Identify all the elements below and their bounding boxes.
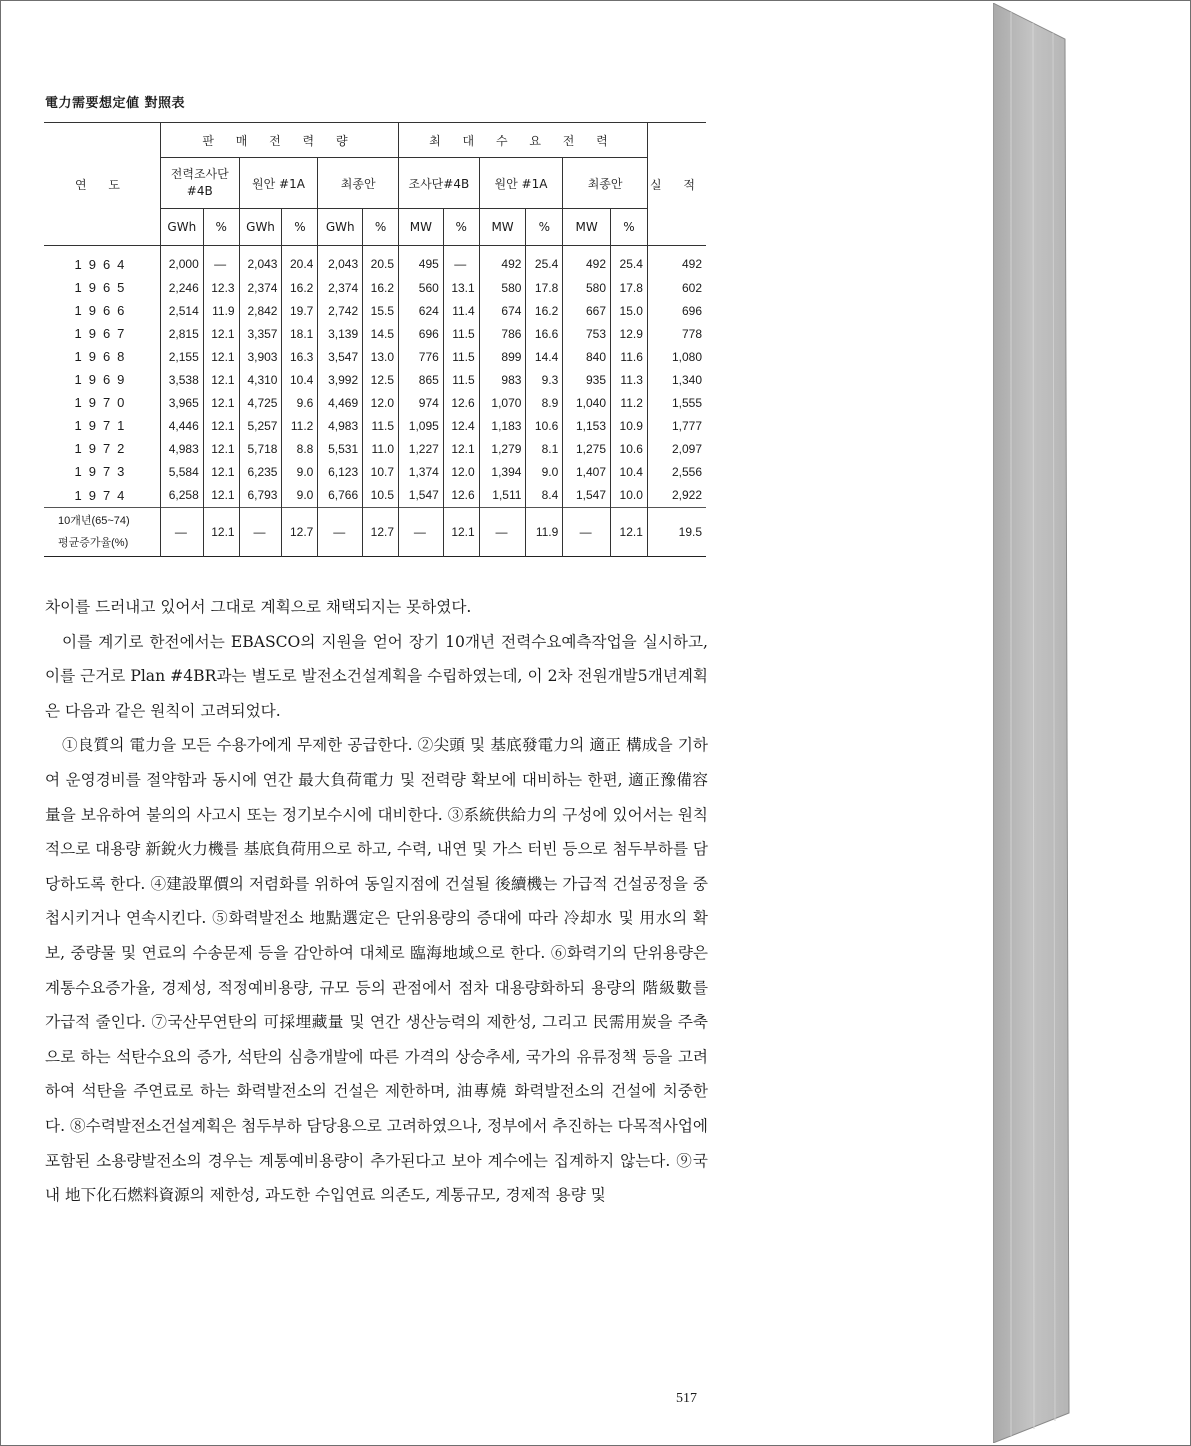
average-label (44, 508, 160, 557)
table-cell: 2,556 (647, 460, 706, 483)
table-cell: 11.4 (443, 299, 479, 322)
table-cell: 12.1 (203, 437, 239, 460)
table-row (44, 460, 706, 483)
table-cell: 1,227 (399, 437, 444, 460)
table-body (44, 246, 706, 557)
average-cell: 12.1 (203, 508, 239, 557)
table-cell: 4,446 (160, 414, 203, 437)
table-cell: 12.1 (203, 414, 239, 437)
table-cell: 4,983 (318, 414, 363, 437)
table-cell: 2,246 (160, 276, 203, 299)
table-cell: 2,043 (318, 246, 363, 277)
table-cell: 974 (399, 391, 444, 414)
table-cell: 11.2 (282, 414, 318, 437)
unit-mw: MW (399, 209, 444, 246)
unit-mw: MW (563, 209, 611, 246)
row-year: 1964 (44, 246, 160, 277)
row-year: 1974 (44, 483, 160, 508)
table-cell: 11.3 (611, 368, 648, 391)
table-cell: 2,155 (160, 345, 203, 368)
table-cell: 14.4 (526, 345, 563, 368)
table-cell: 696 (399, 322, 444, 345)
table-cell: 11.5 (443, 322, 479, 345)
table-cell: 13.1 (443, 276, 479, 299)
table-cell: 899 (479, 345, 526, 368)
table-cell: 19.7 (282, 299, 318, 322)
table-cell: 16.6 (526, 322, 563, 345)
table-cell: 2,374 (239, 276, 282, 299)
table-cell: 12.5 (363, 368, 399, 391)
table-cell: 5,531 (318, 437, 363, 460)
table-cell: 935 (563, 368, 611, 391)
average-cell: — (318, 508, 363, 557)
table-cell: 1,340 (647, 368, 706, 391)
table-cell: 8.1 (526, 437, 563, 460)
header-year: 연 도 (44, 123, 160, 246)
table-cell: 1,095 (399, 414, 444, 437)
average-cell: — (160, 508, 203, 557)
header-peak-final: 최종안 (563, 158, 648, 209)
unit-pct: % (363, 209, 399, 246)
table-cell: 2,922 (647, 483, 706, 508)
row-year: 1967 (44, 322, 160, 345)
table-cell: 696 (647, 299, 706, 322)
table-cell: 10.6 (611, 437, 648, 460)
table-cell: 1,279 (479, 437, 526, 460)
table-cell: 1,275 (563, 437, 611, 460)
table-cell: 12.6 (443, 483, 479, 508)
row-year: 1973 (44, 460, 160, 483)
table-cell: 6,793 (239, 483, 282, 508)
table-cell: 9.0 (282, 483, 318, 508)
table-cell: 4,469 (318, 391, 363, 414)
table-cell: 3,903 (239, 345, 282, 368)
table-cell: 6,258 (160, 483, 203, 508)
header-actual: 실 적 (647, 123, 706, 246)
table-cell: 2,815 (160, 322, 203, 345)
table-cell: 1,547 (399, 483, 444, 508)
table-cell: 1,153 (563, 414, 611, 437)
table-cell: 12.6 (443, 391, 479, 414)
table-cell: 753 (563, 322, 611, 345)
table-cell: — (203, 246, 239, 277)
table-cell: 495 (399, 246, 444, 277)
unit-gwh: GWh (318, 209, 363, 246)
table-cell: 1,080 (647, 345, 706, 368)
row-year: 1965 (44, 276, 160, 299)
table-row (44, 276, 706, 299)
table-cell: 865 (399, 368, 444, 391)
paragraph-3: ①良質의 電力을 모든 수용가에게 무제한 공급한다. ②尖頭 및 基底發電力의 適正 構成을 기하여 운영경비를 절약함과 동시에 연간 最大負荷電力 및 전력량 확보에 대비하는 한편, 適正豫備容量을 보유하여 불의의 사고시 또는 정기보수시에 대비한다. ③系統供給力의 구성에 있어서는 원칙적으로 대용량 新銳火力機를 基底負荷用으로 하고, 수력, 내연 및 가스 터빈 등으로 첨두부하를 담당하도록 한다. ④建設單價의 저렴화를 위하여 동일지점에 건설될 後續機는 가급적 건설공정을 중첩시키거나 연속시킨다. ⑤화력발전소 地點選定은 단위용량의 증대에 따라 冷却水 및 用水의 확보, 중량물 및 연료의 수송문제 등을 감안하여 대체로 臨海地域으로 한다. ⑥화력기의 단위용량은 계통수요증가율, 경제성, 적정예비용량, 규모 등의 관점에서 점차 대용량화하되 용량의 階級數를 가급적 줄인다. ⑦국산무연탄의 可採埋藏量 및 연간 생산능력의 제한성, 그리고 民需用炭을 주축으로 하는 석탄수요의 증가, 석탄의 심층개발에 따른 가격의 상승추세, 국가의 유류정책 등을 고려하여 석탄을 주연료로 하는 화력발전소의 건설은 제한하며, 油專燒 화력발전소의 건설에 치중한다. ⑧수력발전소건설계획은 첨두부하 담당용으로 고려하였으나, 정부에서 추진하는 다목적사업에 포함된 소용량발전소의 경우는 계통예비용량이 추가된다고 보아 계수에는 집계하지 않는다. ⑨국내 地下化石燃料資源의 제한성, 과도한 수입연료 의존도, 계통규모, 경제적 용량 및 (45, 736, 708, 1205)
table-cell: 2,514 (160, 299, 203, 322)
unit-pct: % (526, 209, 563, 246)
unit-gwh: GWh (239, 209, 282, 246)
table-cell: 624 (399, 299, 444, 322)
table-cell: 3,965 (160, 391, 203, 414)
table-cell: 9.0 (282, 460, 318, 483)
table-cell: 840 (563, 345, 611, 368)
table-cell: 12.0 (443, 460, 479, 483)
unit-pct: % (443, 209, 479, 246)
table-row (44, 345, 706, 368)
table-row (44, 368, 706, 391)
row-year: 1966 (44, 299, 160, 322)
average-label-line-1: 10개년(65~74) (58, 515, 130, 527)
table-cell: 12.1 (203, 345, 239, 368)
table-cell: 1,183 (479, 414, 526, 437)
table-cell: 16.2 (363, 276, 399, 299)
table-cell: 25.4 (611, 246, 648, 277)
average-cell: 12.1 (443, 508, 479, 557)
average-cell: 11.9 (526, 508, 563, 557)
table-cell: 20.5 (363, 246, 399, 277)
page-edge-shadow (993, 3, 1073, 1443)
average-cell: — (479, 508, 526, 557)
table-cell: 776 (399, 345, 444, 368)
table-cell: 1,374 (399, 460, 444, 483)
table-cell: 3,357 (239, 322, 282, 345)
table-cell: 12.1 (203, 368, 239, 391)
table-cell: 16.3 (282, 345, 318, 368)
row-year: 1970 (44, 391, 160, 414)
row-year: 1968 (44, 345, 160, 368)
table-cell: 15.0 (611, 299, 648, 322)
table-cell: 3,547 (318, 345, 363, 368)
table-cell: 1,555 (647, 391, 706, 414)
paragraph-2: 이를 계기로 한전에서는 EBASCO의 지원을 얻어 장기 10개년 전력수요예측작업을 실시하고, 이를 근거로 Plan #4BR과는 별도로 발전소건설계획을 수립하였는데, 이 2차 전원개발5개년계획은 다음과 같은 원칙이 고려되었다. (45, 632, 708, 720)
table-cell: 11.5 (443, 368, 479, 391)
table-cell: 786 (479, 322, 526, 345)
table-cell: 10.7 (363, 460, 399, 483)
header-sales-survey: 전력조사단 #4B (160, 158, 239, 209)
table-cell: 1,777 (647, 414, 706, 437)
table-cell: 10.4 (611, 460, 648, 483)
table-cell: 3,139 (318, 322, 363, 345)
table-cell: 9.0 (526, 460, 563, 483)
table-cell: 6,235 (239, 460, 282, 483)
table-cell: 12.1 (203, 483, 239, 508)
row-year: 1969 (44, 368, 160, 391)
table-cell: 1,547 (563, 483, 611, 508)
table-cell: 11.5 (363, 414, 399, 437)
table-cell: 17.8 (526, 276, 563, 299)
table-cell: 16.2 (282, 276, 318, 299)
average-cell: — (239, 508, 282, 557)
table-cell: 12.1 (203, 391, 239, 414)
unit-pct: % (611, 209, 648, 246)
table-cell: 8.9 (526, 391, 563, 414)
header-sales-final: 최종안 (318, 158, 399, 209)
table-cell: 4,983 (160, 437, 203, 460)
table-cell: 983 (479, 368, 526, 391)
table-row (44, 483, 706, 508)
table-cell: 10.4 (282, 368, 318, 391)
table-cell: 11.0 (363, 437, 399, 460)
table-cell: 1,394 (479, 460, 526, 483)
header-sales-draft: 원안 #1A (239, 158, 318, 209)
table-cell: 492 (479, 246, 526, 277)
table-cell: 12.9 (611, 322, 648, 345)
table-cell: — (443, 246, 479, 277)
table-cell: 25.4 (526, 246, 563, 277)
table-cell: 1,040 (563, 391, 611, 414)
table-cell: 12.4 (443, 414, 479, 437)
table-cell: 602 (647, 276, 706, 299)
table-cell: 580 (563, 276, 611, 299)
table-cell: 12.1 (443, 437, 479, 460)
power-demand-table (44, 122, 706, 557)
table-cell: 10.5 (363, 483, 399, 508)
table-cell: 18.1 (282, 322, 318, 345)
header-group-peak: 최 대 수 요 전 력 (399, 123, 648, 158)
table-cell: 17.8 (611, 276, 648, 299)
table-cell: 8.4 (526, 483, 563, 508)
table-cell: 3,992 (318, 368, 363, 391)
table-cell: 5,257 (239, 414, 282, 437)
table-cell: 13.0 (363, 345, 399, 368)
table-caption: 電力需要想定値 對照表 (45, 96, 186, 111)
table-cell: 20.4 (282, 246, 318, 277)
table-cell: 492 (647, 246, 706, 277)
table-cell: 1,407 (563, 460, 611, 483)
table-cell: 6,123 (318, 460, 363, 483)
unit-pct: % (203, 209, 239, 246)
table-cell: 11.9 (203, 299, 239, 322)
table-cell: 492 (563, 246, 611, 277)
table-row (44, 414, 706, 437)
table-cell: 2,000 (160, 246, 203, 277)
table-cell: 5,584 (160, 460, 203, 483)
header-peak-survey: 조사단#4B (399, 158, 480, 209)
average-cell: 12.7 (363, 508, 399, 557)
table-cell: 11.6 (611, 345, 648, 368)
table-cell: 2,374 (318, 276, 363, 299)
table-cell: 11.5 (443, 345, 479, 368)
table-row (44, 437, 706, 460)
table-row (44, 391, 706, 414)
header-group-sales: 판 매 전 력 량 (160, 123, 398, 158)
unit-mw: MW (479, 209, 526, 246)
table-cell: 4,725 (239, 391, 282, 414)
table-cell: 778 (647, 322, 706, 345)
table-row (44, 322, 706, 345)
table-cell: 11.2 (611, 391, 648, 414)
header-peak-draft: 원안 #1A (479, 158, 563, 209)
average-cell: 12.7 (282, 508, 318, 557)
table-cell: 12.1 (203, 460, 239, 483)
table-cell: 5,718 (239, 437, 282, 460)
table-cell: 10.6 (526, 414, 563, 437)
table-cell: 674 (479, 299, 526, 322)
average-cell: 19.5 (647, 508, 706, 557)
table-cell: 12.0 (363, 391, 399, 414)
table-cell: 14.5 (363, 322, 399, 345)
table-cell: 580 (479, 276, 526, 299)
table-cell: 6,766 (318, 483, 363, 508)
table-cell: 15.5 (363, 299, 399, 322)
average-row (44, 508, 706, 557)
table-cell: 2,043 (239, 246, 282, 277)
table-cell: 8.8 (282, 437, 318, 460)
average-label-line-2: 평균증가율(%) (58, 537, 129, 549)
table-cell: 10.9 (611, 414, 648, 437)
table-cell: 9.6 (282, 391, 318, 414)
unit-pct: % (282, 209, 318, 246)
table-cell: 10.0 (611, 483, 648, 508)
table-cell: 2,742 (318, 299, 363, 322)
average-cell: — (399, 508, 444, 557)
table-cell: 3,538 (160, 368, 203, 391)
table-cell: 12.1 (203, 322, 239, 345)
average-cell: — (563, 508, 611, 557)
table-cell: 1,511 (479, 483, 526, 508)
table-cell: 560 (399, 276, 444, 299)
table-row (44, 299, 706, 322)
row-year: 1972 (44, 437, 160, 460)
table-cell: 2,097 (647, 437, 706, 460)
table-cell: 1,070 (479, 391, 526, 414)
table-cell: 9.3 (526, 368, 563, 391)
table-cell: 16.2 (526, 299, 563, 322)
unit-gwh: GWh (160, 209, 203, 246)
body-text (45, 590, 708, 1213)
table-cell: 2,842 (239, 299, 282, 322)
table-cell: 12.3 (203, 276, 239, 299)
table-row (44, 246, 706, 277)
table-cell: 4,310 (239, 368, 282, 391)
paragraph-1: 차이를 드러내고 있어서 그대로 계획으로 채택되지는 못하였다. (45, 598, 472, 616)
page-number: 517 (676, 1391, 697, 1406)
average-cell: 12.1 (611, 508, 648, 557)
row-year: 1971 (44, 414, 160, 437)
table-cell: 667 (563, 299, 611, 322)
